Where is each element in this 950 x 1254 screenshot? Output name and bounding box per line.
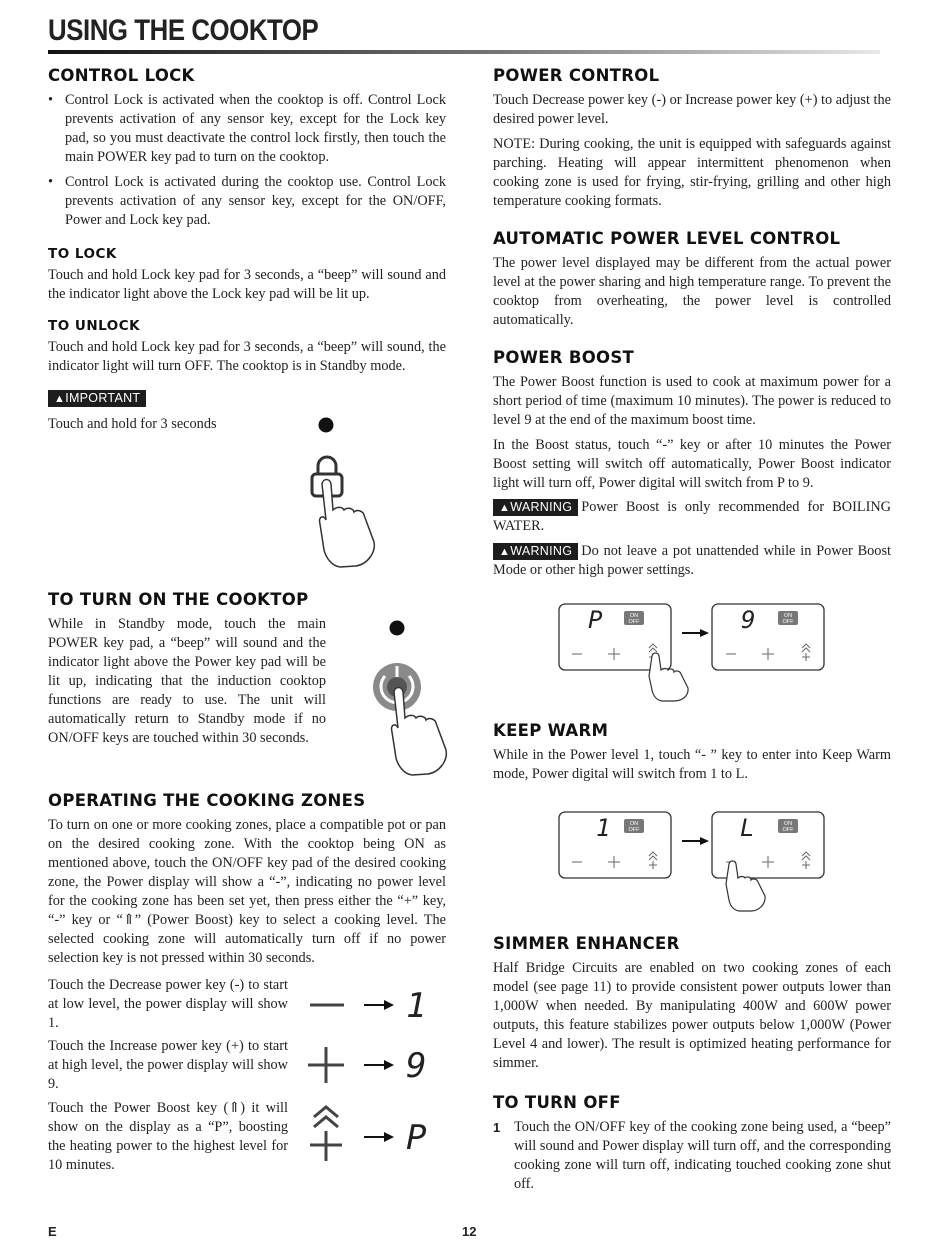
important-badge (48, 390, 146, 407)
boost-icon (310, 1107, 342, 1161)
footer-left: E (48, 1224, 57, 1239)
lock-illustration (296, 412, 386, 572)
arrow-icon (364, 1132, 394, 1142)
control-panel (559, 604, 688, 701)
panel-display: 1 (596, 814, 611, 842)
operating-text: To turn on one or more cooking zones, place a compatible pot or pan on the desired cooking zone. With the cooktop being ON as mentioned above, touch the ON/OFF key pad of the desired cooking zone, the Power display will show a “-”, indicating no power level for the cooking zone has been set yet, then press either the “+” key, “-” key or “⇑” (Power Boost) key to select a cooking level. The selected cooking zone will automatically turn off if no power selection key is not pressed within 30 seconds. (48, 817, 446, 966)
page-title: USING THE COOKTOP (48, 14, 319, 47)
operating-row-text: Touch the Power Boost key (⇑) it will show on the display as a “P”, boosting the heating power to the highest level for 10 minutes. (48, 1100, 288, 1173)
turn-on-text: While in Standby mode, touch the main POWER key pad, a “beep” will sound and the indicator light above the Power key pad will be lit up, indicating that the induction cooktop functions are ready to use. The unit will automatically return to Standby mode if no ON/OFF keys are touched within 30 seconds. (48, 616, 326, 746)
indicator-light (390, 621, 405, 636)
onoff-label-top: ON (783, 613, 793, 619)
power-boost-heading: POWER BOOST (493, 348, 635, 367)
control-panel (559, 812, 671, 878)
warning-icon: ▲ (54, 393, 66, 405)
auto-power-heading: AUTOMATIC POWER LEVEL CONTROL (493, 229, 841, 248)
important-badge-label: IMPORTANT (65, 391, 141, 405)
bullet-text: Control Lock is activated when the cooktop is off. Control Lock prevents activation of any sensor key, except for the Lock key pad, so you must deactivate the control lock firstly, then touch the main POWER key pad to turn on the cooktop. (65, 92, 446, 165)
onoff-label-top: ON (629, 613, 639, 619)
power-boost-text-1: The Power Boost function is used to cook at maximum power for a short period of time (maximum 10 minutes). The power is reduced to level 9 at the end of the maximum boost time. (493, 374, 891, 428)
left-column (48, 64, 446, 434)
keep-warm-diagram (558, 810, 828, 916)
important-text: Touch and hold for 3 seconds (48, 416, 217, 432)
arrow-icon (364, 1000, 394, 1010)
turn-on-heading: TO TURN ON THE COOKTOP (48, 590, 309, 609)
warning-icon: ▲ (499, 546, 511, 558)
arrow-icon (364, 1060, 394, 1070)
power-boost-text-2: In the Boost status, touch “-” key or after 10 minutes the Power Boost setting will switch off automatically, Power Boost indicator light will turn off, Power digital will switch from P to 9. (493, 437, 891, 491)
important-row (48, 389, 446, 407)
bullet-text: Control Lock is activated during the cooktop use. Control Lock prevents activation of any sensor key, except for the ON/OFF, Power and Lock key pad. (65, 174, 446, 228)
operating-row-text: Touch the Decrease power key (-) to start at low level, the power display will show 1. (48, 977, 288, 1031)
panel-display: L (740, 814, 755, 842)
indicator-light (319, 418, 334, 433)
turn-off-heading: TO TURN OFF (493, 1093, 621, 1112)
panel-display: 9 (741, 606, 756, 634)
keep-warm-heading: KEEP WARM (493, 721, 609, 740)
keep-warm-section (493, 721, 891, 784)
arrow-icon (682, 837, 709, 845)
warning-text: Do not leave a pot unattended while in Power Boost Mode or other high power settings. (493, 543, 891, 578)
warning-2 (493, 542, 891, 580)
list-item (493, 1118, 891, 1194)
control-lock-heading: CONTROL LOCK (48, 66, 195, 85)
auto-power-text: The power level displayed may be different from the actual power level at the power sharing and high temperature range. To prevent the cooktop from overheating, the power level is controlled automatically. (493, 255, 891, 328)
power-control-note: NOTE: During cooking, the unit is equipped with safeguards against parching. Heating will appear intermittent phenomenon when cooking zone is used for frying, stir-frying, grilling and other high temperature cooking formats. (493, 136, 891, 209)
warning-badge (493, 499, 578, 516)
warning-1 (493, 498, 891, 536)
power-control-heading: POWER CONTROL (493, 66, 660, 85)
to-unlock-text: Touch and hold Lock key pad for 3 seconds, a “beep” will sound, the indicator light will turn OFF. The cooktop is in Standby mode. (48, 339, 446, 374)
warning-text: Power Boost is only recommended for BOILING WATER. (493, 499, 891, 534)
plus-icon (308, 1047, 344, 1083)
step-text: Touch the ON/OFF key of the cooking zone being used, a “beep” will sound and Power display will turn off, and the corresponding cooking zone will turn off, indicating touched cooking zone shut off. (514, 1119, 891, 1192)
simmer-section (493, 934, 891, 1073)
list-item: • Control Lock is activated when the cooktop is off. Control Lock prevents activation of any sensor key, except for the Lock key pad, so you must deactivate the control lock firstly, then touch the main POWER key pad to turn on the cooktop. (48, 92, 446, 165)
turn-off-section (493, 1093, 891, 1194)
operating-section (48, 791, 446, 968)
right-column (493, 64, 891, 580)
warning-badge (493, 543, 578, 560)
step-number: 1 (493, 1120, 501, 1135)
hand-icon (392, 688, 447, 776)
list-item: • Control Lock is activated during the cooktop use. Control Lock prevents activation of any sensor key, except for the ON/OFF, Power and Lock key pad. (48, 174, 446, 228)
operating-row-1 (48, 976, 288, 1033)
onoff-label-top: ON (629, 821, 639, 827)
arrow-icon (682, 629, 709, 637)
power-illustration (366, 616, 456, 776)
simmer-heading: SIMMER ENHANCER (493, 934, 680, 953)
display-result: 9 (406, 1046, 427, 1086)
onoff-label-top: ON (783, 821, 793, 827)
control-panel (712, 604, 824, 670)
operating-row-text: Touch the Increase power key (+) to start at high level, the power display will show 9. (48, 1038, 288, 1092)
onoff-label-bottom: OFF (628, 619, 640, 625)
simmer-text: Half Bridge Circuits are enabled on two cooking zones of each model (see page 11) to provide consistent power outputs lower than 1,000W when needed. By manipulating 400W and 600W power outputs, this feature stabilizes power outputs below 1,000W (Power Level 4 and lower). The result is optimized heating performance for simmer. (493, 960, 891, 1071)
operating-row-3 (48, 1099, 288, 1175)
warning-badge-label: WARNING (510, 500, 573, 514)
display-result: 1 (406, 986, 427, 1026)
onoff-label-bottom: OFF (628, 827, 640, 833)
warning-icon: ▲ (499, 502, 511, 514)
power-boost-diagram (558, 602, 828, 702)
control-panel (712, 812, 824, 911)
hand-icon (320, 480, 375, 568)
onoff-label-bottom: OFF (782, 619, 794, 625)
display-result: P (406, 1118, 427, 1158)
operating-heading: OPERATING THE COOKING ZONES (48, 791, 366, 810)
panel-display: P (588, 606, 603, 634)
to-lock-heading: TO LOCK (48, 246, 117, 262)
to-unlock-heading: TO UNLOCK (48, 318, 141, 334)
key-diagram (300, 985, 450, 1170)
power-control-text: Touch Decrease power key (-) or Increase power key (+) to adjust the desired power level. (493, 92, 891, 127)
keep-warm-text: While in the Power level 1, touch “- ” key to enter into Keep Warm mode, Power digital will switch from 1 to L. (493, 747, 891, 782)
operating-row-2 (48, 1037, 288, 1094)
title-rule (48, 50, 880, 54)
page-number: 12 (462, 1224, 477, 1239)
warning-badge-label: WARNING (510, 544, 573, 558)
to-lock-text: Touch and hold Lock key pad for 3 seconds, a “beep” will sound and the indicator light above the Lock key pad will be lit up. (48, 267, 446, 302)
control-lock-list (48, 91, 446, 230)
onoff-label-bottom: OFF (782, 827, 794, 833)
